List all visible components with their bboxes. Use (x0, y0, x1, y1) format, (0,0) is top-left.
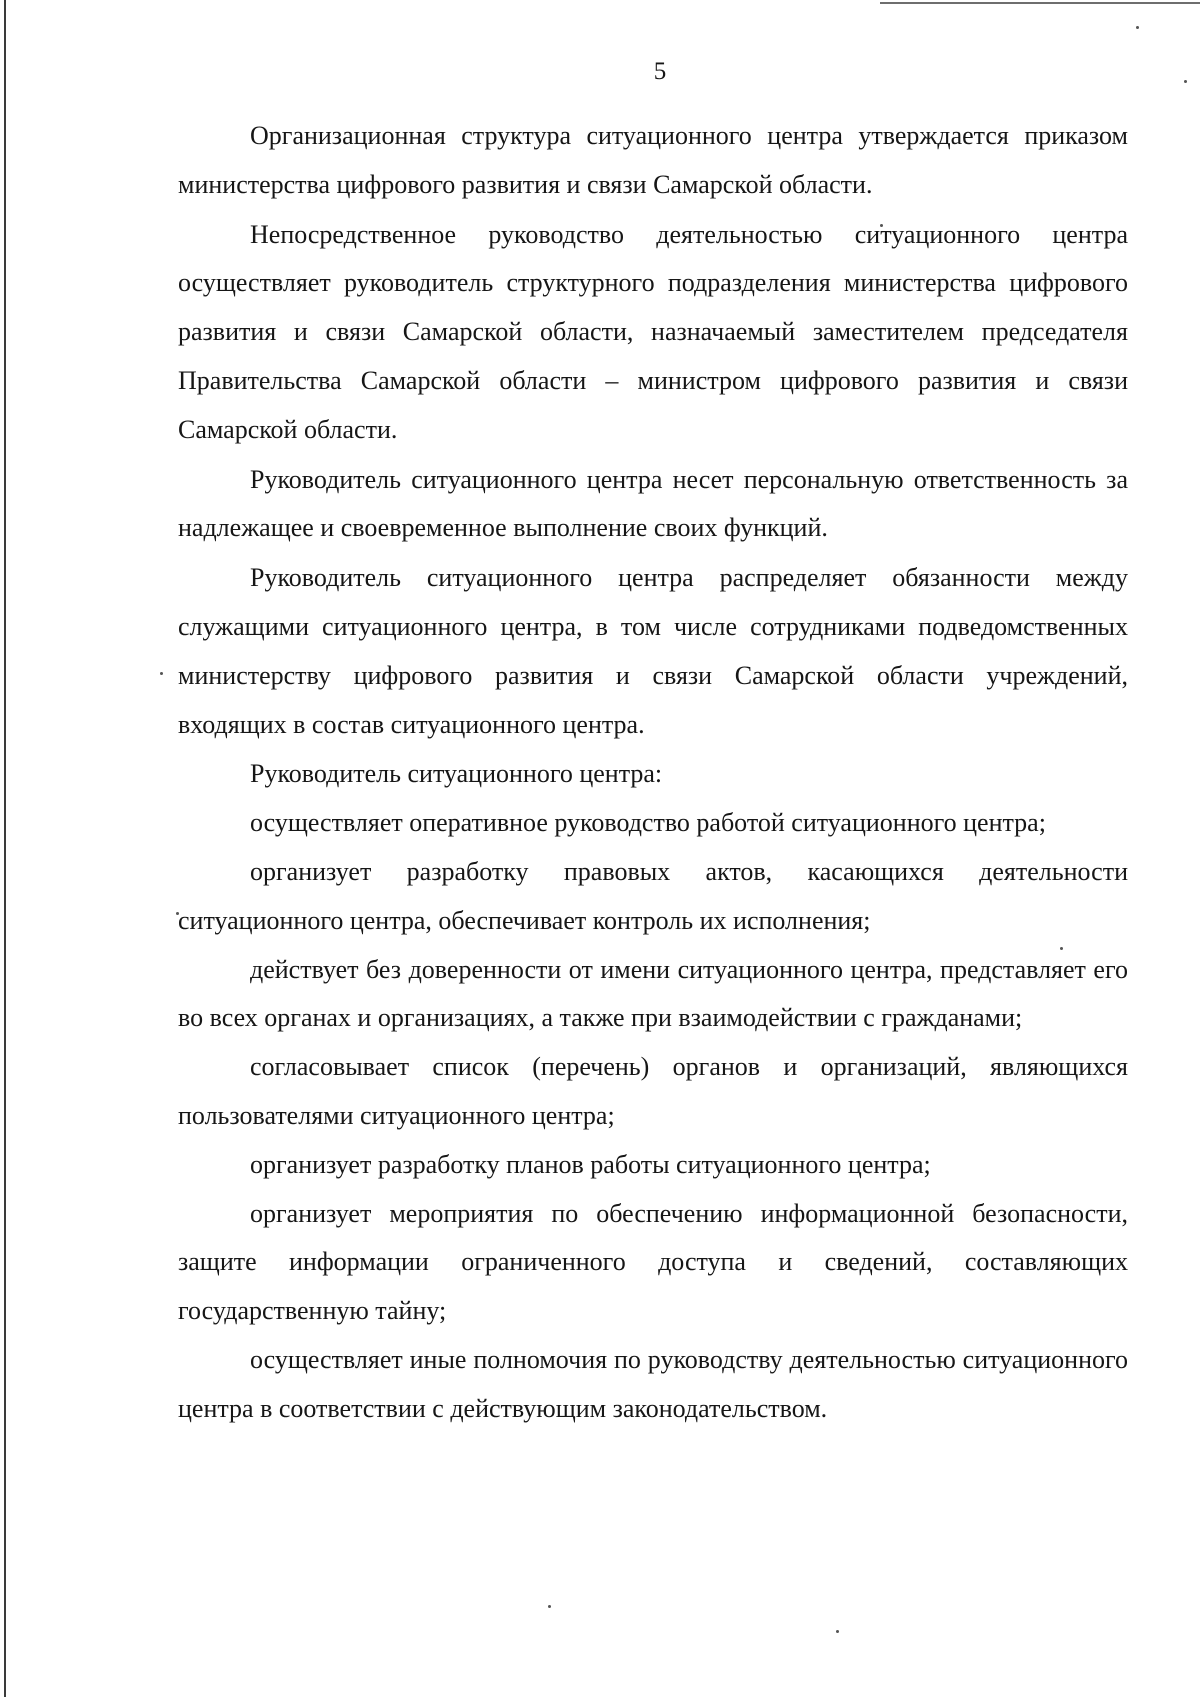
scan-speck (1136, 26, 1139, 29)
list-item: согласовывает список (перечень) органов и организаций, являющихся пользователями ситуационного центра; (178, 1052, 1128, 1130)
list-item: организует разработку правовых актов, касающихся деятельности ситуационного центра, обеспечивает контроль их исполнения; (178, 856, 1128, 935)
paragraph: Руководитель ситуационного центра: (250, 759, 663, 789)
paragraph: Организационная структура ситуационного центра утверждается приказом министерства цифрового развития и связи Самарской области. (178, 121, 1128, 199)
list-item: осуществляет оперативное руководство работой ситуационного центра; (250, 808, 1046, 838)
list-item: организует мероприятия по обеспечению информационной безопасности, защите информации ограниченного доступа и сведений, составляющих государственную тайну; (178, 1198, 1128, 1326)
list-item: действует без доверенности от имени ситуационного центра, представляет его во всех органах и организациях, а также при взаимодействии с гражданами; (178, 954, 1128, 1033)
paragraph: Руководитель ситуационного центра несет персональную ответственность за надлежащее и своевременное выполнение своих функций. (178, 464, 1128, 543)
list-item: осуществляет иные полномочия по руководству деятельностью ситуационного центра в соответствии с действующим законодательством. (178, 1344, 1128, 1423)
scan-edge-top (880, 2, 1200, 4)
paragraph: Руководитель ситуационного центра распределяет обязанности между служащими ситуационного центра, в том числе сотрудниками подведомственных министерству цифрового развития и связи Самарской области учреждений, входящих в состав ситуационного центра. (178, 563, 1128, 739)
scan-speck (548, 1605, 551, 1608)
page-number: 5 (653, 58, 667, 85)
scan-speck (160, 672, 163, 675)
paragraph: Непосредственное руководство деятельностью ситуационного центра осуществляет руководитель структурного подразделения министерства цифрового развития и связи Самарской области, назначаемый заместителем председателя Правительства Самарской области – министром цифрового развития и связи Самарской области. (178, 219, 1128, 444)
scan-edge-left (4, 0, 6, 1697)
scan-speck (836, 1630, 839, 1633)
list-item: организует разработку планов работы ситуационного центра; (250, 1149, 931, 1179)
document-body (178, 112, 1128, 1434)
